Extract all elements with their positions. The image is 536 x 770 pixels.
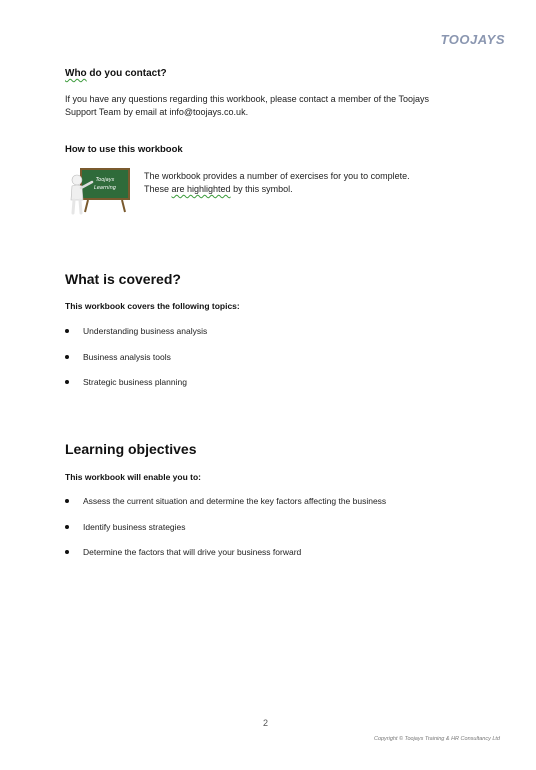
board-text-2: Learning: [94, 185, 116, 191]
contact-heading-first-word: Who: [65, 68, 87, 79]
objectives-intro: This workbook will enable you to:: [65, 472, 202, 482]
covered-item-text: Business analysis tools: [83, 352, 171, 362]
covered-item: [65, 377, 187, 387]
bullet-icon: [65, 550, 69, 554]
bullet-icon: [65, 329, 69, 333]
contact-heading-rest: do you contact?: [86, 68, 167, 79]
covered-item: [65, 352, 171, 362]
learning-board-icon: [68, 166, 132, 216]
contact-heading: [65, 68, 167, 79]
covered-item-text: Understanding business analysis: [83, 326, 208, 336]
howto-line-2-post: by this symbol.: [230, 184, 293, 194]
covered-item-text: Strategic business planning: [83, 377, 187, 387]
bullet-icon: [65, 525, 69, 529]
objective-item-text: Determine the factors that will drive your business forward: [83, 547, 302, 557]
bullet-icon: [65, 355, 69, 359]
objective-item: [65, 547, 301, 557]
objective-item: [65, 522, 186, 532]
objective-item-text: Assess the current situation and determine the key factors affecting the business: [83, 496, 387, 506]
contact-line-1: If you have any questions regarding this workbook, please contact a member of the Toojays: [65, 94, 430, 104]
howto-line-2-pre: These: [144, 184, 172, 194]
howto-line-2: [144, 183, 293, 196]
howto-line-2-squiggle: are highlighted: [171, 184, 231, 194]
objectives-heading: Learning objectives: [65, 441, 197, 457]
objective-item-text: Identify business strategies: [83, 522, 186, 532]
howto-heading: How to use this workbook: [65, 144, 183, 155]
board-text-1: Toojays: [95, 177, 115, 183]
contact-line-2: Support Team by email at info@toojays.co.uk.: [65, 107, 249, 117]
page-number: 2: [263, 718, 269, 728]
copyright-notice: Copyright © Toojays Training & HR Consultancy Ltd: [373, 736, 500, 742]
howto-line-1: The workbook provides a number of exercises for you to complete.: [144, 171, 410, 181]
toojays-logo: TOOJAYS: [440, 32, 505, 47]
covered-intro: This workbook covers the following topics:: [65, 301, 240, 311]
bullet-icon: [65, 380, 69, 384]
covered-item: [65, 326, 207, 336]
covered-heading: What is covered?: [65, 271, 181, 287]
objective-item: [65, 496, 386, 506]
bullet-icon: [65, 499, 69, 503]
